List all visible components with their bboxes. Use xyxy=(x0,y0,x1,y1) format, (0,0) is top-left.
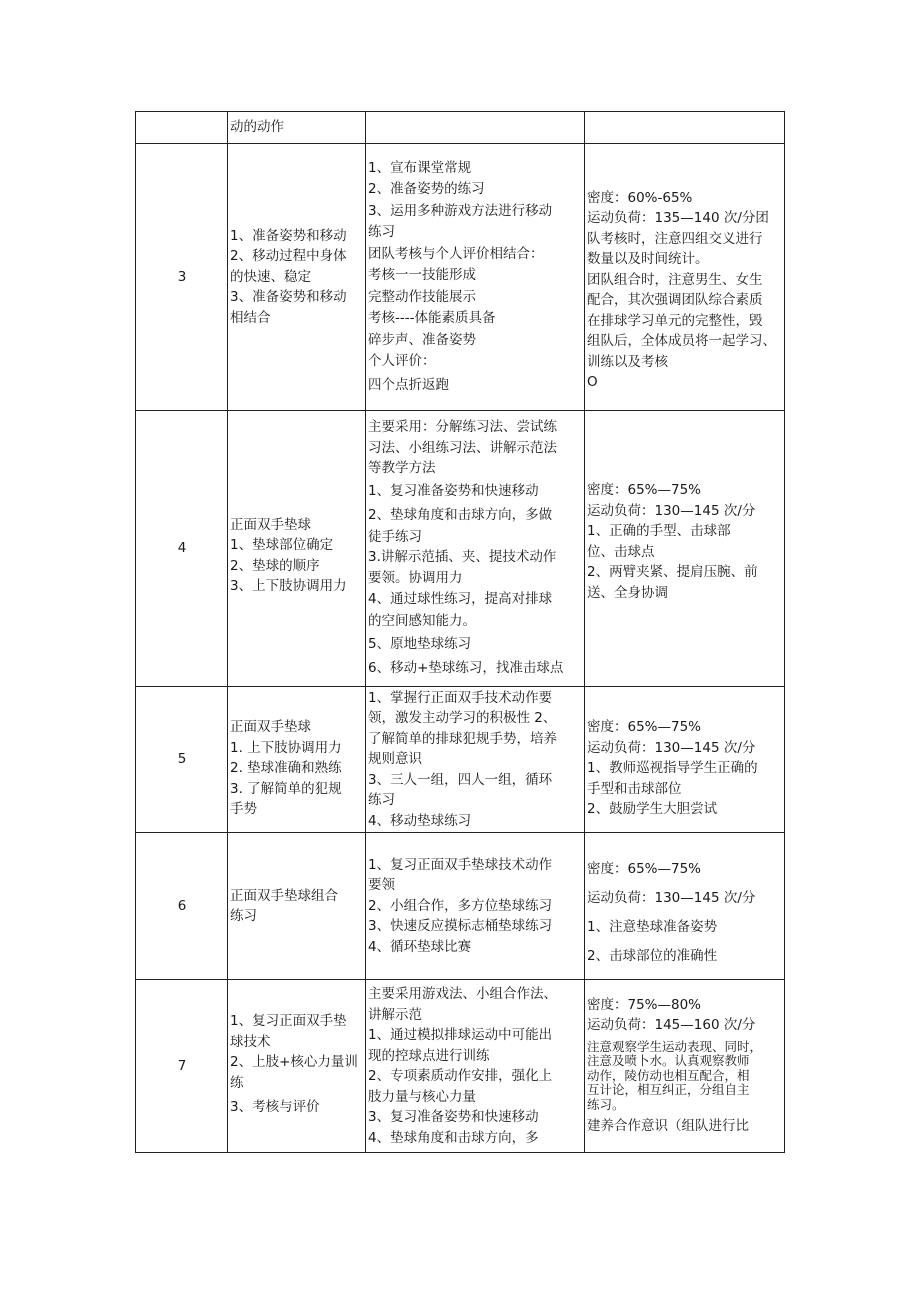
lesson-notes xyxy=(585,411,785,687)
text-line: 手型和击球部位 xyxy=(587,780,682,797)
text-line: 2、垫球的顺序 xyxy=(230,557,320,574)
text-line: 相结合 xyxy=(230,309,271,326)
text-line: 密度：65%—75% xyxy=(587,861,702,877)
table-row xyxy=(136,144,785,411)
text-line: 建养合作意识（组队进行比 xyxy=(587,1118,749,1134)
text-line: 练习 xyxy=(368,224,395,240)
text-line: 现的控球点进行训练 xyxy=(368,1047,490,1064)
text-line: 2、鼓励学生大胆尝试 xyxy=(587,801,718,818)
text-line: 数量以及时间统计。 xyxy=(587,251,709,267)
text-line: 正面双手垫球组合 xyxy=(230,887,338,904)
text-line: 运动负荷：130—145 次/分 xyxy=(587,502,756,519)
lesson-notes xyxy=(585,144,785,411)
text-line: 主要采用游戏法、小组合作法、 xyxy=(368,986,557,1002)
lesson-methods xyxy=(366,144,585,411)
text-line: 规则意识 xyxy=(368,751,422,768)
text-line: 2、上肢+核心力量训 xyxy=(230,1054,358,1070)
text-line: 讲解示范 xyxy=(368,1006,422,1023)
text-line: 团队考核与个人评价相结合： xyxy=(368,245,544,262)
text-line: 在排球学习单元的完整性，毁 xyxy=(587,312,763,329)
lesson-goals xyxy=(228,833,366,980)
lesson-notes xyxy=(585,112,785,144)
lesson-notes xyxy=(585,833,785,980)
text-line: 配合，其次强调团队综合素质 xyxy=(587,292,763,308)
lesson-number: 6 xyxy=(136,833,228,980)
text-line: 考核一一技能形成 xyxy=(368,267,476,283)
text-line: 3、快速反应摸标志桶垫球练习 xyxy=(368,918,553,935)
text-line: 5、原地垫球练习 xyxy=(368,636,472,652)
text-line: 2、小组合作，多方位垫球练习 xyxy=(368,897,553,914)
text-line: 注意及喷卜水。认真观察教师 xyxy=(587,1053,750,1068)
table-row xyxy=(136,687,785,833)
text-line: 3、考核与评价 xyxy=(230,1099,320,1115)
text-line: 训练以及考核 xyxy=(587,353,668,370)
text-line: 动的动作 xyxy=(230,119,284,136)
text-line: 注意观察学生运动表现、同时， xyxy=(587,1038,763,1054)
lesson-goals xyxy=(228,687,366,833)
text-line: 2、准备姿势的练习 xyxy=(368,181,485,197)
text-line: 手势 xyxy=(230,801,257,818)
table-row xyxy=(136,833,785,980)
text-line: 1、掌握行正面双手技术动作要 xyxy=(368,689,553,706)
lesson-notes xyxy=(585,980,785,1153)
text-line: 4、通过球性练习，提高对排球 xyxy=(368,591,553,607)
text-line: 四个点折返跑 xyxy=(368,376,449,393)
lesson-number xyxy=(136,112,228,144)
text-line: 密度：65%—75% xyxy=(587,719,702,736)
text-line: 正面双手垫球 xyxy=(230,719,311,736)
text-line: 的快速、稳定 xyxy=(230,268,311,285)
lesson-number: 7 xyxy=(136,980,228,1153)
table-row xyxy=(136,980,785,1153)
observation-notes xyxy=(587,1040,783,1113)
text-line: 的空间感知能力。 xyxy=(368,613,476,629)
text-line: 练习。 xyxy=(587,1096,625,1112)
lesson-number: 3 xyxy=(136,144,228,411)
text-line: 4、循环垫球比赛 xyxy=(368,938,472,955)
text-line: 练习 xyxy=(230,908,257,924)
text-line: 1、教师巡视指导学生正确的 xyxy=(587,760,758,777)
text-line: 正面双手垫球 xyxy=(230,516,311,533)
text-line: 组队后，全体成员将一起学习、 xyxy=(587,333,776,349)
text-line: 1、垫球部位确定 xyxy=(230,537,334,553)
text-line: 2、两臂夹紧、提肩压腕、前 xyxy=(587,564,758,580)
text-line: 碎步声、准备姿势 xyxy=(368,331,476,348)
text-line: 6、移动+垫球练习，找准击球点 xyxy=(368,660,564,676)
text-line: 3、复习准备姿势和快速移动 xyxy=(368,1109,539,1125)
text-line: 3.讲解示范插、夹、提技术动作 xyxy=(368,549,557,565)
lesson-number: 5 xyxy=(136,687,228,833)
text-line: 球技术 xyxy=(230,1033,271,1050)
text-line: 3、三人一组，四人一组，循环 xyxy=(368,771,553,788)
text-line: 2、垫球角度和击球方向，多做 xyxy=(368,506,553,523)
text-line: 徒手练习 xyxy=(368,528,422,545)
text-line: 肢力量与核心力量 xyxy=(368,1088,476,1105)
lesson-number: 4 xyxy=(136,411,228,687)
text-line: 1、复习正面双手垫 xyxy=(230,1013,347,1029)
text-line: 密度：65%—75% xyxy=(587,482,702,498)
text-line: 3. 了解简单的犯规 xyxy=(230,780,342,797)
text-line: 等教学方法 xyxy=(368,460,436,476)
lesson-methods xyxy=(366,411,585,687)
text-line: 运动负荷：130—145 次/分 xyxy=(587,739,756,756)
text-line: 练 xyxy=(230,1074,244,1091)
table-row xyxy=(136,411,785,687)
text-line: 密度：60%-65% xyxy=(587,189,693,206)
text-line: 要领 xyxy=(368,877,395,894)
text-line: 练习 xyxy=(368,792,395,809)
text-line: 1、准备姿势和移动 xyxy=(230,227,347,244)
text-line: 3、运用多种游戏方法进行移动 xyxy=(368,202,553,219)
lesson-methods xyxy=(366,980,585,1153)
table-row xyxy=(136,112,785,144)
lesson-methods xyxy=(366,687,585,833)
text-line: 运动负荷：130—145 次/分 xyxy=(587,890,756,906)
text-line: 1、复习准备姿势和快速移动 xyxy=(368,482,539,499)
text-line: 送、全身协调 xyxy=(587,584,668,601)
text-line: 了解简单的排球犯规手势，培养 xyxy=(368,730,557,747)
text-line: 领，激发主动学习的积极性 2、 xyxy=(368,710,557,727)
text-line: 2、移动过程中身体 xyxy=(230,248,347,265)
lesson-goals xyxy=(228,112,366,144)
lesson-goals xyxy=(228,144,366,411)
text-line: 队考核时，注意四组交义进行 xyxy=(587,230,763,247)
text-line: 1. 上下肢协调用力 xyxy=(230,739,342,756)
text-line: 完整动作技能展示 xyxy=(368,288,476,305)
text-line: 动作，陵仿动也相互配合，相 xyxy=(587,1067,750,1083)
text-line: 1、宣布课堂常规 xyxy=(368,159,472,176)
text-line: 主要采用：分解练习法、尝试练 xyxy=(368,419,557,435)
text-line: 运动负荷：145—160 次/分 xyxy=(587,1016,756,1033)
text-line: 2. 垫球准确和熟练 xyxy=(230,760,342,777)
lesson-methods xyxy=(366,833,585,980)
text-line: 位、击球点 xyxy=(587,543,655,560)
text-line: 2、专项素质动作安排，强化上 xyxy=(368,1068,553,1084)
text-line: 2、击球部位的准确性 xyxy=(587,948,718,964)
text-line: 要领。协调用力 xyxy=(368,569,463,586)
text-line: 习法、小组练习法、讲解示范法 xyxy=(368,439,557,456)
text-line: 1、通过模拟排球运动中可能出 xyxy=(368,1027,553,1043)
text-line: 团队组合时，注意男生、女生 xyxy=(587,271,763,288)
text-line: 运动负荷：135—140 次/分团 xyxy=(587,210,769,226)
text-line: 1、正确的手型、击球部 xyxy=(587,523,731,539)
text-line: O xyxy=(587,374,598,390)
lesson-notes xyxy=(585,687,785,833)
text-line: 4、移动垫球练习 xyxy=(368,812,472,829)
text-line: 4、垫球角度和击球方向，多 xyxy=(368,1129,539,1146)
text-line: 密度：75%—80% xyxy=(587,996,702,1013)
lesson-plan-table xyxy=(135,111,785,1153)
lesson-goals xyxy=(228,411,366,687)
lesson-methods xyxy=(366,112,585,144)
text-line: 1、注意垫球准备姿势 xyxy=(587,919,718,935)
text-line: 考核----体能素质具备 xyxy=(368,310,496,326)
text-line: 互计论，相互纠正，分组自主 xyxy=(587,1082,750,1097)
text-line: 1、复习正面双手垫球技术动作 xyxy=(368,856,553,873)
text-line: 个人评价： xyxy=(368,353,436,369)
lesson-goals xyxy=(228,980,366,1153)
text-line: 3、上下肢协调用力 xyxy=(230,578,347,594)
text-line: 3、准备姿势和移动 xyxy=(230,289,347,306)
